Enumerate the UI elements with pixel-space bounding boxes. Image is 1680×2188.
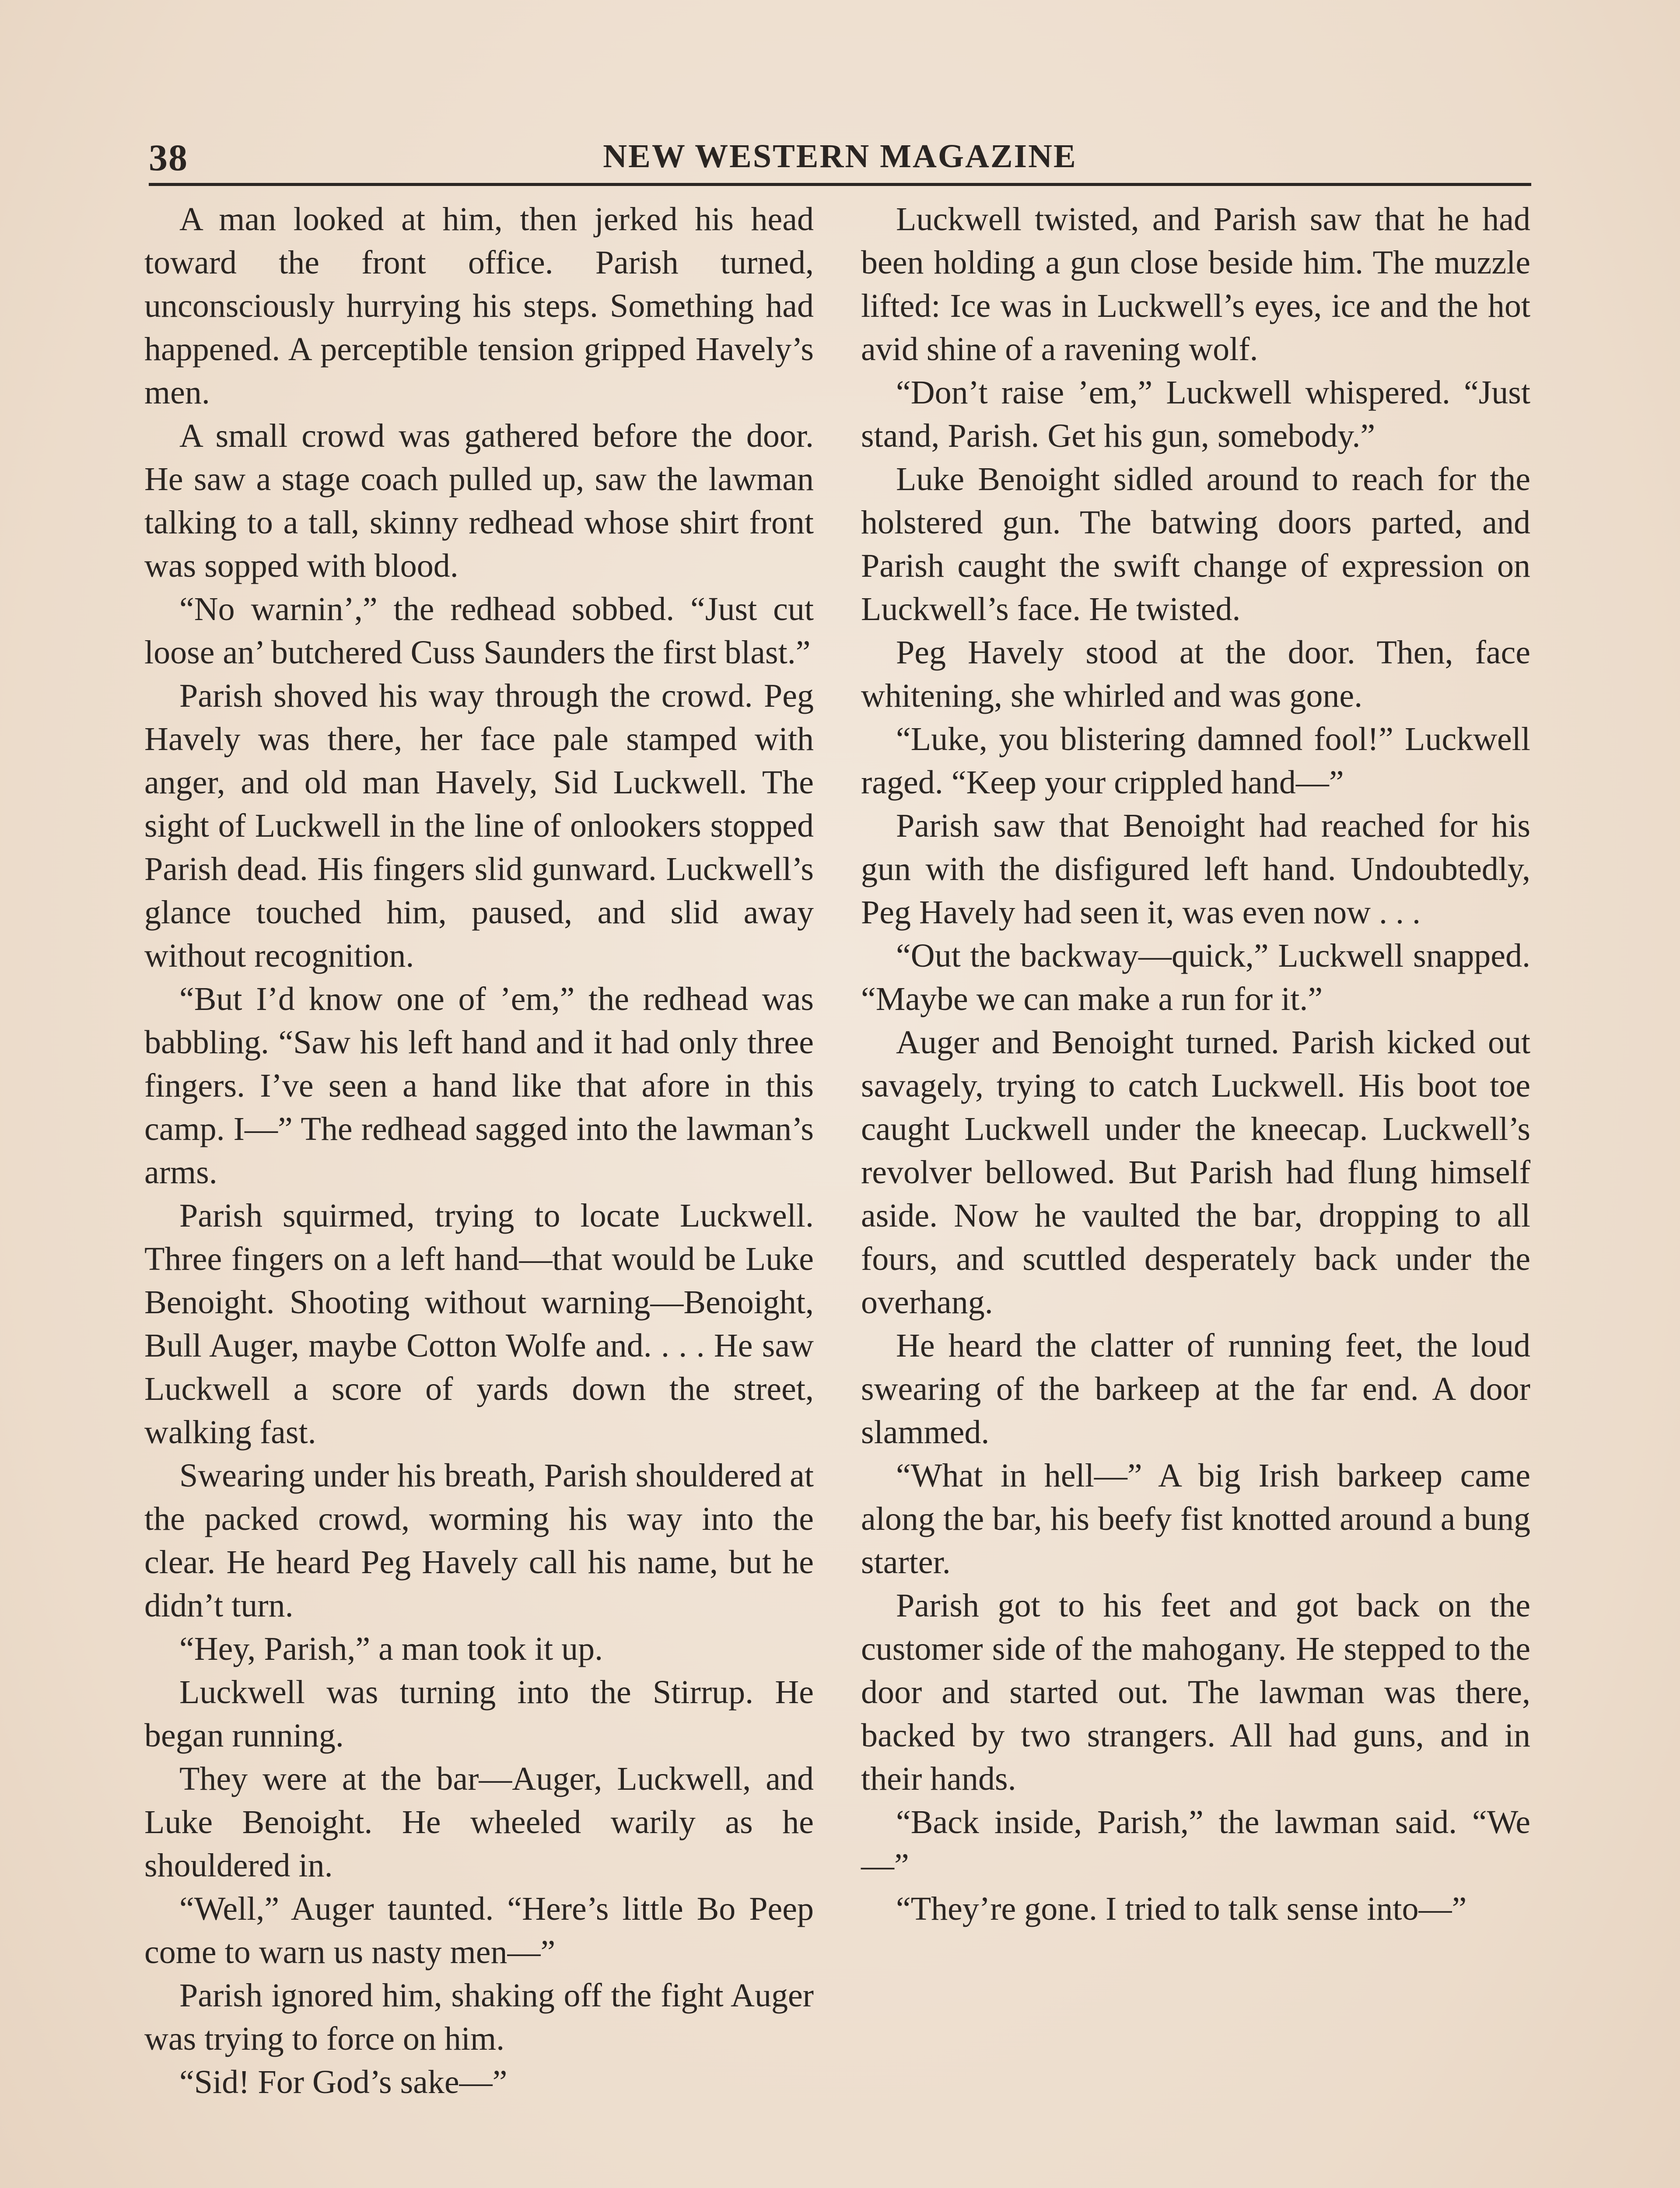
paragraph: “No warnin’,” the redhead sobbed. “Just cut loose an’ butchered Cuss Saunders the first blast.” <box>144 591 814 671</box>
paragraph: “Hey, Parish,” a man took it up. <box>179 1630 603 1667</box>
paragraph: “Well,” Auger taunted. “Here’s little Bo Peep come to warn us nasty men—” <box>144 1890 814 1971</box>
running-title: NEW WESTERN MAGAZINE <box>603 138 1077 175</box>
page-number: 38 <box>149 137 188 179</box>
left-column <box>144 198 814 2104</box>
paragraph: “They’re gone. I tried to talk sense into—” <box>896 1890 1467 1927</box>
paragraph: “Out the backway—quick,” Luckwell snapped. “Maybe we can make a run for it.” <box>861 937 1530 1017</box>
paragraph: A small crowd was gathered before the door. He saw a stage coach pulled up, saw the lawman talking to a tall, skinny redhead whose shirt front was sopped with blood. <box>144 417 814 584</box>
paragraph: Peg Havely stood at the door. Then, face whitening, she whirled and was gone. <box>861 634 1530 714</box>
paragraph: “But I’d know one of ’em,” the redhead was babbling. “Saw his left hand and it had only three fingers. I’ve seen a hand like that afore in this camp. I—” The redhead sagged into the lawman’s arms. <box>144 981 814 1191</box>
paragraph: Parish squirmed, trying to locate Luckwell. Three fingers on a left hand—that would be Luke Benoight. Shooting without warning—Benoight, Bull Auger, maybe Cotton Wolfe and. . . . He saw Luckwell a score of yards down the street, walking fast. <box>144 1197 814 1451</box>
header-rule <box>149 183 1531 186</box>
paragraph: Parish ignored him, shaking off the fight Auger was trying to force on him. <box>144 1977 814 2057</box>
paragraph: Parish shoved his way through the crowd. Peg Havely was there, her face pale stamped with anger, and old man Havely, Sid Luckwell. The sight of Luckwell in the line of onlookers stopped Parish dead. His fingers slid gunward. Luckwell’s glance touched him, paused, and slid away without recognition. <box>144 677 814 974</box>
paragraph: “Back inside, Parish,” the lawman said. “We—” <box>861 1804 1530 1884</box>
paragraph: They were at the bar—Auger, Luckwell, and Luke Benoight. He wheeled warily as he shouldered in. <box>144 1760 814 1884</box>
page-header <box>149 131 1531 179</box>
right-column <box>861 198 1530 1931</box>
paragraph: “Luke, you blistering damned fool!” Luckwell raged. “Keep your crippled hand—” <box>861 721 1530 801</box>
paragraph: Auger and Benoight turned. Parish kicked out savagely, trying to catch Luckwell. His boot toe caught Luckwell under the kneecap. Luckwell’s revolver bellowed. But Parish had flung himself aside. Now he vaulted the bar, dropping to all fours, and scuttled desperately back under the overhang. <box>861 1024 1530 1321</box>
paragraph: “Don’t raise ’em,” Luckwell whispered. “Just stand, Parish. Get his gun, somebody.” <box>861 374 1530 454</box>
paragraph: “What in hell—” A big Irish barkeep came along the bar, his beefy fist knotted around a bung starter. <box>861 1457 1530 1581</box>
paragraph: Parish got to his feet and got back on the customer side of the mahogany. He stepped to the door and started out. The lawman was there, backed by two strangers. All had guns, and in their hands. <box>861 1587 1530 1797</box>
paragraph: He heard the clatter of running feet, the loud swearing of the barkeep at the far end. A door slammed. <box>861 1327 1530 1451</box>
paragraph: Luke Benoight sidled around to reach for the holstered gun. The batwing doors parted, and Parish caught the swift change of expression on Luckwell’s face. He twisted. <box>861 461 1530 628</box>
paragraph: Swearing under his breath, Parish shouldered at the packed crowd, worming his way into the clear. He heard Peg Havely call his name, but he didn’t turn. <box>144 1457 814 1624</box>
paragraph: A man looked at him, then jerked his head toward the front office. Parish turned, unconsciously hurrying his steps. Something had happened. A perceptible tension gripped Havely’s men. <box>144 201 814 411</box>
paragraph: “Sid! For God’s sake—” <box>179 2064 508 2100</box>
paragraph: Luckwell was turning into the Stirrup. He began running. <box>144 1674 814 1754</box>
paragraph: Parish saw that Benoight had reached for his gun with the disfigured left hand. Undoubtedly, Peg Havely had seen it, was even now . . . <box>861 807 1530 931</box>
paragraph: Luckwell twisted, and Parish saw that he had been holding a gun close beside him. The muzzle lifted: Ice was in Luckwell’s eyes, ice and the hot avid shine of a ravening wolf. <box>861 201 1530 368</box>
